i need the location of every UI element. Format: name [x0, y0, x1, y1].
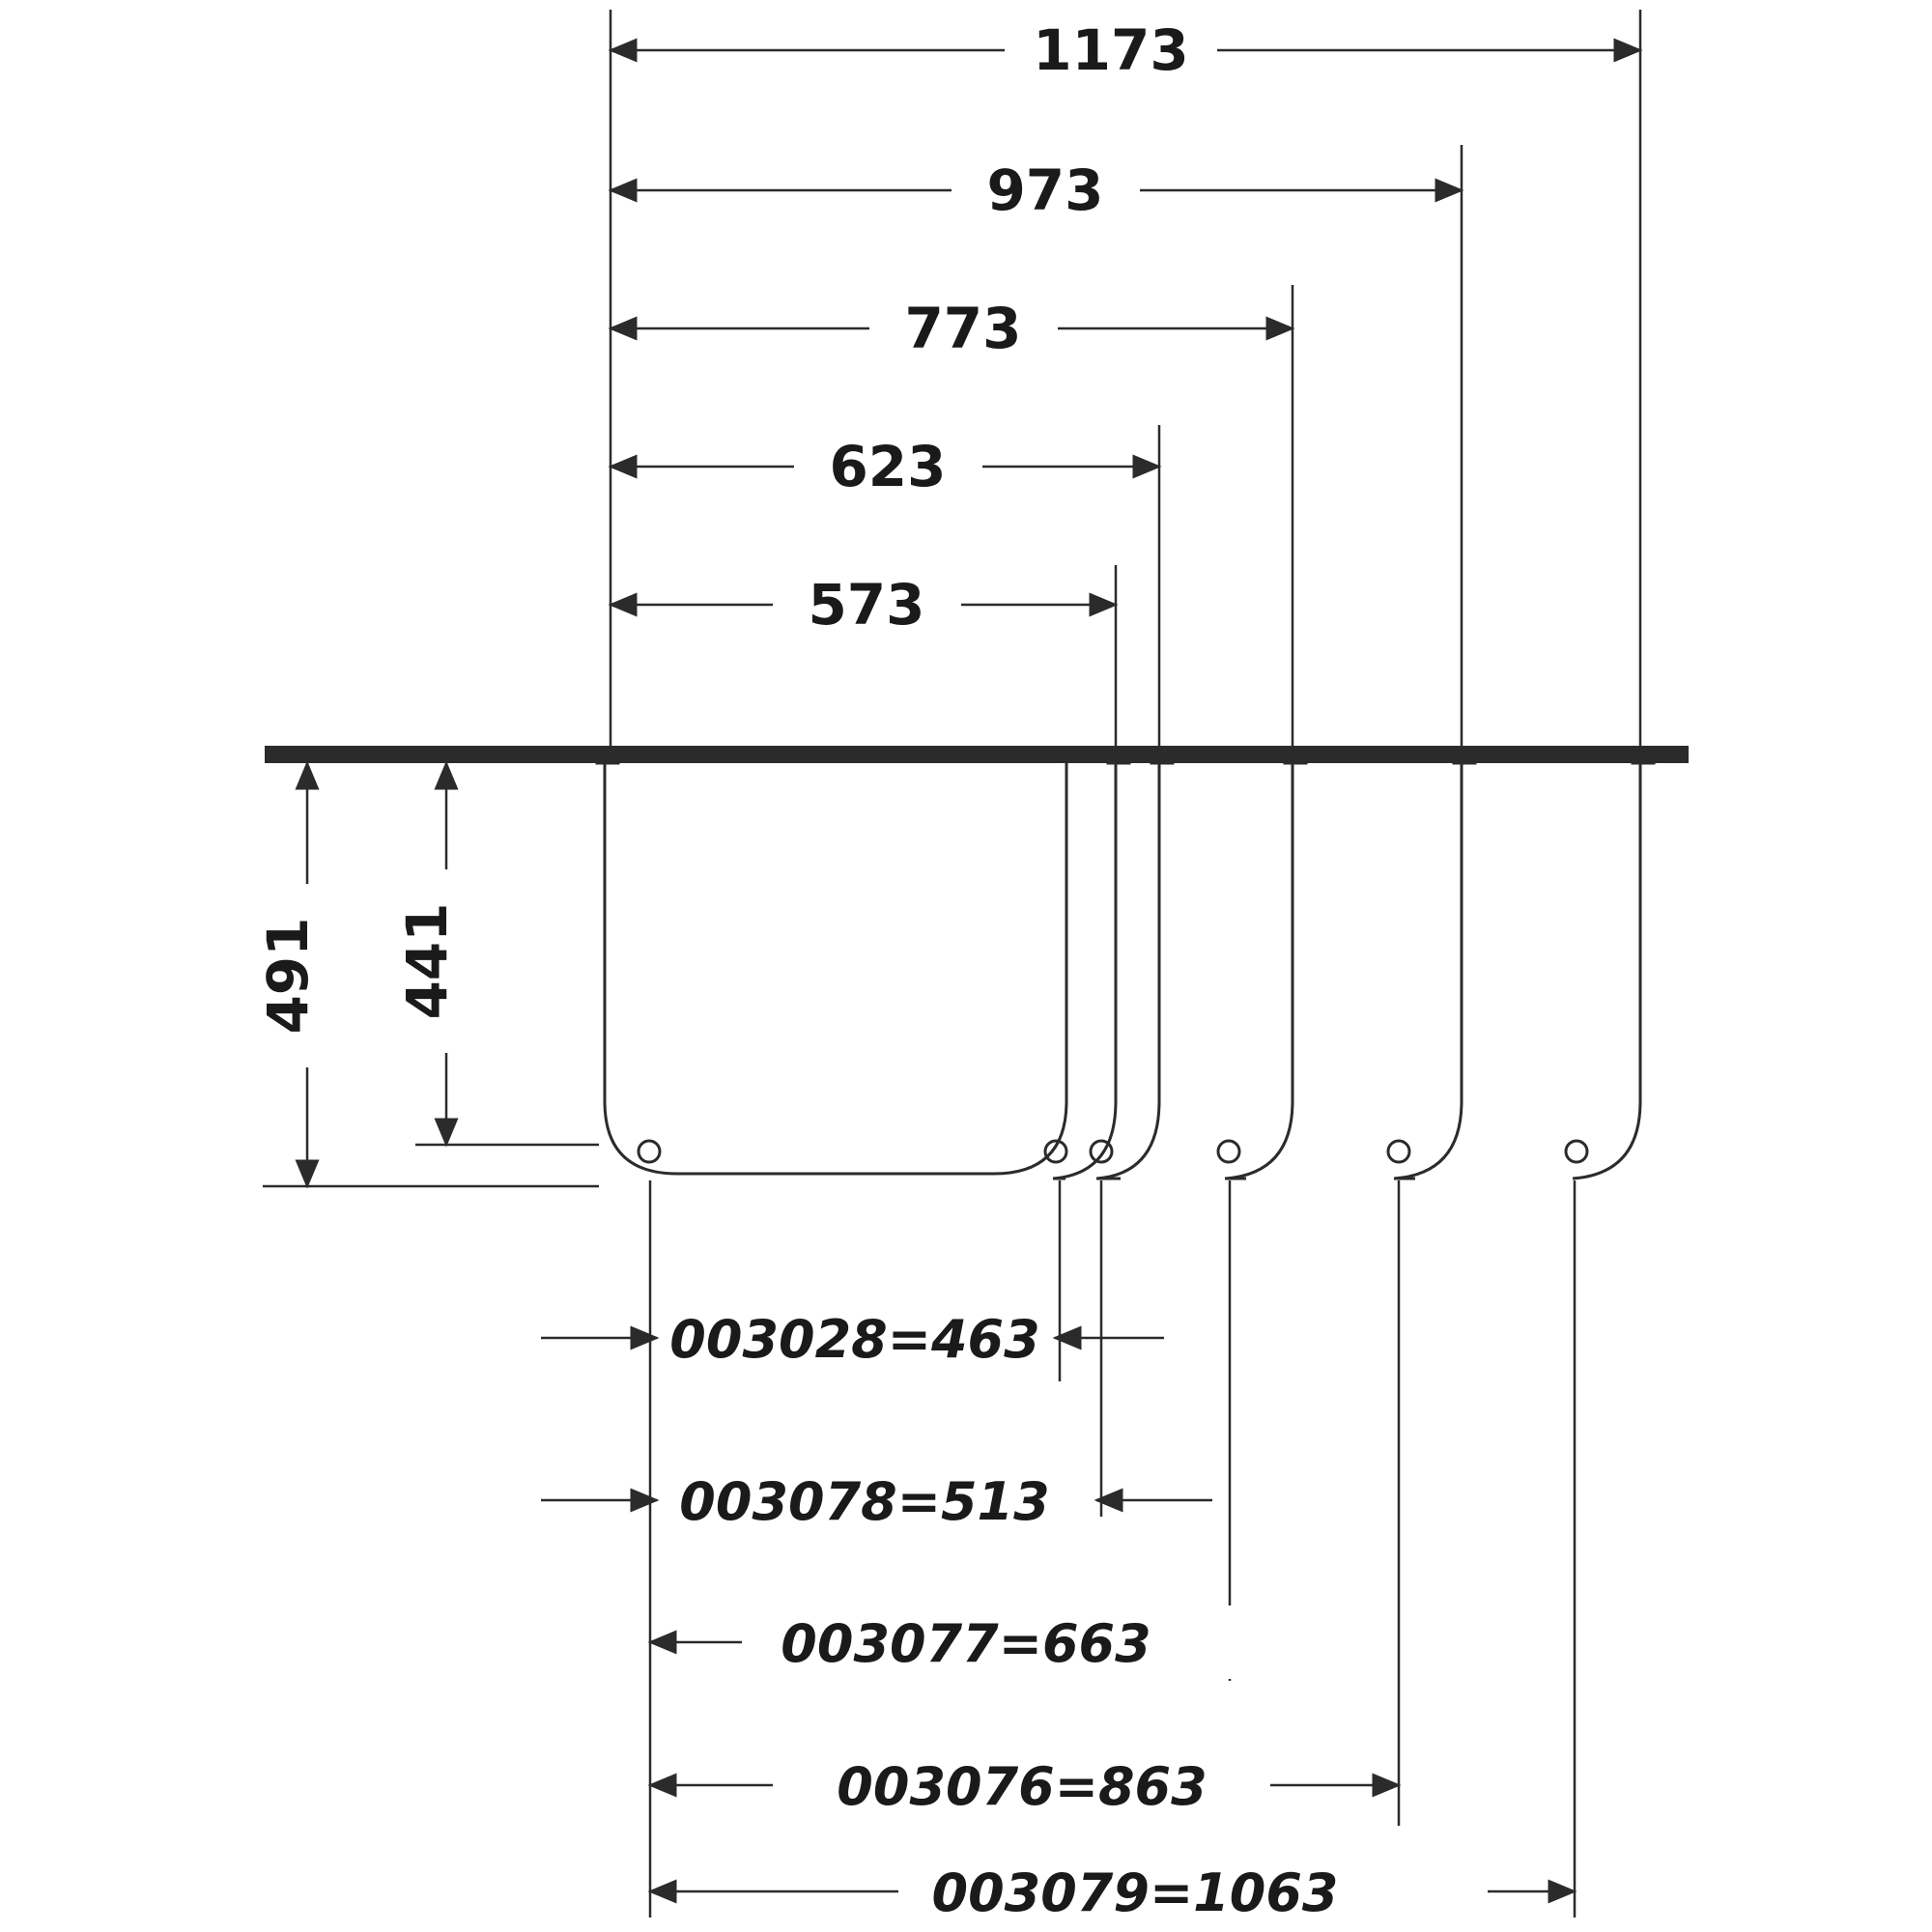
dim-003077-label: 003077=663 — [781, 1613, 1151, 1674]
dim-1173-label: 1173 — [1033, 17, 1189, 83]
dim-623 — [611, 432, 1159, 501]
dim-003079 — [650, 1855, 1575, 1928]
dim-003079-label: 003079=1063 — [931, 1862, 1339, 1923]
dim-003076 — [650, 1748, 1399, 1822]
dim-003076-label: 003076=863 — [837, 1756, 1208, 1817]
dim-003028-label: 003028=463 — [669, 1309, 1040, 1370]
extension-lines-top — [611, 10, 1640, 753]
dim-773-label: 773 — [904, 296, 1022, 361]
dim-003078-label: 003078=513 — [679, 1471, 1050, 1532]
dim-573-label: 573 — [808, 572, 925, 638]
dim-003077 — [650, 1605, 1235, 1679]
basin-profiles — [597, 750, 1654, 1179]
dim-973-label: 973 — [986, 157, 1104, 223]
dim-1173 — [611, 15, 1640, 85]
dim-491-label: 491 — [255, 917, 321, 1035]
dim-003078 — [541, 1471, 1212, 1532]
dim-573 — [611, 570, 1116, 639]
dim-441-label: 441 — [394, 902, 460, 1020]
dim-441 — [394, 763, 599, 1145]
dim-003028 — [541, 1309, 1164, 1370]
dim-623-label: 623 — [829, 434, 947, 499]
dim-973 — [611, 156, 1462, 225]
dim-773 — [611, 294, 1293, 363]
